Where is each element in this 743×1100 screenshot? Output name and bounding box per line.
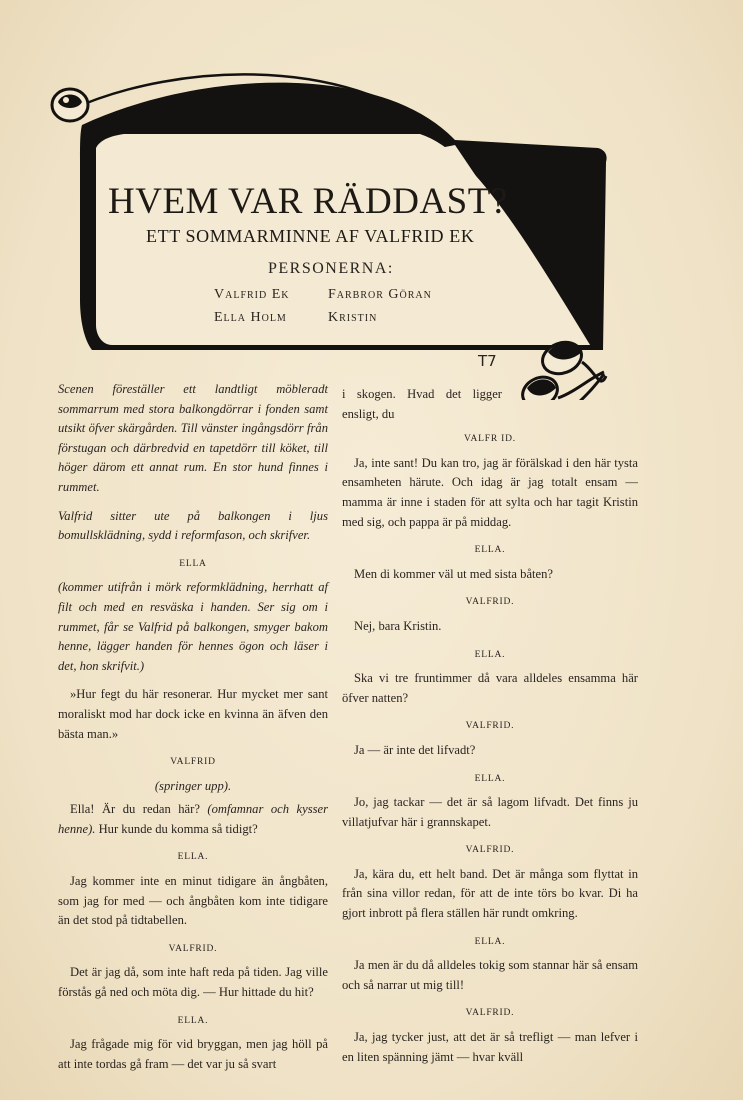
speaker-label: ELLA. xyxy=(474,936,506,947)
right-column xyxy=(342,385,638,1076)
person-name: Ella Holm xyxy=(214,310,287,325)
dialogue-line: Ja — är inte det lifvadt? xyxy=(354,742,476,757)
dialogue-line: Det är jag då, som inte haft reda på tiden. Jag ville förstås gå ned och möta dig. — Hur hittade du hit? xyxy=(58,965,328,1000)
person-name: Farbror Göran xyxy=(328,287,432,302)
speaker-label: VALFRID xyxy=(170,757,216,768)
speaker-label: ELLA. xyxy=(474,773,506,784)
page-subtitle: ETT SOMMARMINNE AF VALFRID EK xyxy=(146,226,475,246)
dialogue-line: Jo, jag tackar — det är så lagom lifvadt. Det finns ju villatjufvar här i grannskapet. xyxy=(342,795,638,829)
dialogue-line: Jag frågade mig för vid bryggan, men jag höll på att inte tordas gå fram — det var ju så svart xyxy=(58,1037,328,1071)
speaker-label: VALFRID. xyxy=(465,1008,515,1019)
speaker-label: ELLA xyxy=(179,558,207,569)
dialogue-line: i skogen. Hvad det ligger ensligt, du xyxy=(342,387,502,421)
dialogue-line: Ja, jag tycker just, att det är så trefligt — man lefver i en liten spänning jämt — hvar kväll xyxy=(342,1030,638,1064)
speaker-label: ELLA. xyxy=(177,852,209,863)
speaker-label: ELLA. xyxy=(177,1015,209,1026)
speaker-label: ELLA. xyxy=(474,649,506,660)
speaker-label: ELLA. xyxy=(474,545,506,556)
stage-direction: Scenen föreställer ett landtligt möbleradt sommarrum med stora balkongdörrar i fonden samt utsikt öfver skärgården. Till vänster ingångsdörr från förstugan och därbredvid en tapetdörr till köket, till höger därom ett annat rum. En stor hund finnes i rummet. xyxy=(58,382,328,494)
page-title: HVEM VAR RÄDDAST? xyxy=(108,181,508,222)
dialogue-line: Men di kommer väl ut med sista båten? xyxy=(354,566,554,581)
speaker-label: VALFRID. xyxy=(168,943,218,954)
dialogue-line: Nej, bara Kristin. xyxy=(354,618,442,633)
artist-signature: T7 xyxy=(478,352,497,370)
person-name: Kristin xyxy=(328,310,378,325)
dialogue-text: Hur kunde du komma så tidigt? xyxy=(98,821,258,836)
speaker-label: VALFR ID. xyxy=(464,434,516,445)
person-name: Valfrid Ek xyxy=(214,287,290,302)
speaker-label: VALFRID. xyxy=(465,845,515,856)
stage-direction: (omfamnar och kysser henne). xyxy=(58,802,328,836)
dialogue-line: Ja, inte sant! Du kan tro, jag är förälskad i den här tysta ensamheten härute. Och idag är jag totalt ensam — mamma är inne i staden för att sylta och har tagit Kristin med sig, och pappa är på middag. xyxy=(342,455,638,529)
left-column xyxy=(58,380,328,1083)
persons-heading: PERSONERNA: xyxy=(268,260,394,277)
dialogue-text: Ella! Är du redan här? xyxy=(70,802,200,817)
speaker-label: VALFRID. xyxy=(465,597,515,608)
dialogue-line: Jag kommer inte en minut tidigare än ångbåten, som jag for med — och ångbåten kom inte tidigare än det stod på tidtabellen. xyxy=(58,874,328,928)
dialogue-line: »Hur fegt du här resonerar. Hur mycket mer sant moraliskt mod har dock icke en kvinna än äfven den bästa man.» xyxy=(58,687,328,741)
stage-direction: Valfrid sitter ute på balkongen i ljus bomullsklädning, sydd i reformfason, och skrifver. xyxy=(58,508,328,543)
stage-direction: (kommer utifrån i mörk reformklädning, herrhatt af filt och med en resväska i handen. Ser sig om i rummet, får se Valfrid på balkongen, smyger bakom henne, lägger handen för hennes ögon och läser i det, hon skrifvit.) xyxy=(58,580,328,673)
dialogue-line: Ja, kära du, ett helt band. Det är många som flyttat in från sina villor redan, för att de inte törs bo kvar. Di ha gjort inbrott på flera ställen här rundt omkring. xyxy=(342,866,638,921)
dialogue-line xyxy=(58,800,328,839)
eye-ornament-icon xyxy=(52,89,88,121)
stage-direction: (springer upp). xyxy=(154,778,232,793)
dialogue-line: Ska vi tre fruntimmer då vara alldeles ensamma här öfver natten? xyxy=(342,671,638,705)
dialogue-line: Ja men är du då alldeles tokig som stannar här så ensam och så narrar ut mig till! xyxy=(342,958,638,992)
speaker-label: VALFRID. xyxy=(465,721,515,732)
